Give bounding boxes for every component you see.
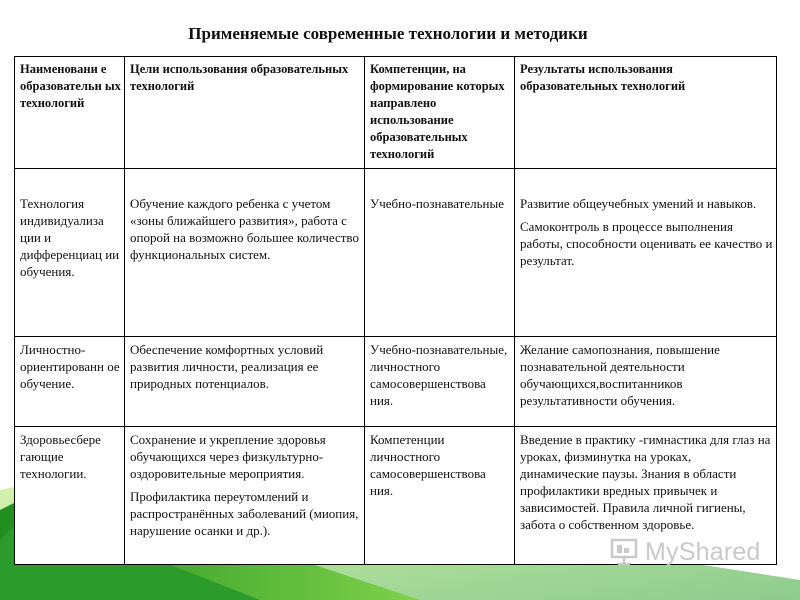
presentation-board-icon xyxy=(609,537,639,567)
goals-cell xyxy=(125,337,365,427)
results-text: Желание самопознания, повышение познавательной деятельности обучающихся,воспитанников результативности обучения. xyxy=(520,342,720,408)
page-title: Применяемые современные технологии и методики xyxy=(188,24,588,43)
goals-text: Обеспечение комфортных условий развития личности, реализация ее природных потенциалов. xyxy=(130,342,324,391)
goals-text: Обучение каждого ребенка с учетом «зоны ближайшего развития», работа с опорой на возможно большее количество функциональных систем. xyxy=(130,196,359,262)
results-text: Самоконтроль в процессе выполнения работы, способности оценивать ее качество и результат. xyxy=(520,219,773,268)
results-text: Развитие общеучебных умений и навыков. xyxy=(520,196,757,211)
competence-cell: Компетенции личностного самосовершенствова ния. xyxy=(365,427,515,565)
technology-name-cell: Технология индивидуализа ции и дифференциац ии обучения. xyxy=(15,169,125,337)
header-cell: Цели использования образовательных технологий xyxy=(125,57,365,169)
technologies-table xyxy=(14,56,777,565)
table-row xyxy=(15,169,777,337)
results-cell xyxy=(515,169,777,337)
header-cell: Компетенции, на формирование которых направлено использование образовательных технологий xyxy=(365,57,515,169)
goals-cell xyxy=(125,169,365,337)
goals-cell xyxy=(125,427,365,565)
results-cell xyxy=(515,337,777,427)
results-text: Введение в практику -гимнастика для глаз на уроках, физминутка на уроках, динамические паузы. Знания в области профилактики вредных привычек и зависимостей. Правила личной гигиены, забота о собственном здоровье. xyxy=(520,432,771,532)
header-cell: Наименовани е образовательн ых технологий xyxy=(15,57,125,169)
competence-cell: Учебно-познавательные xyxy=(365,169,515,337)
header-cell: Результаты использования образовательных технологий xyxy=(515,57,777,169)
table-row xyxy=(15,337,777,427)
technology-name-cell: Здоровьесбере гающие технологии. xyxy=(15,427,125,565)
competence-cell: Учебно-познавательные, личностного самосовершенствова ния. xyxy=(365,337,515,427)
goals-text: Профилактика переутомлений и распространённых заболеваний (миопия, нарушение осанки и др.). xyxy=(130,489,359,538)
watermark xyxy=(609,536,761,568)
goals-text: Сохранение и укрепление здоровья обучающихся через физкультурно-оздоровительные мероприятия. xyxy=(130,432,326,481)
technology-name-cell: Личностно-ориентированн ое обучение. xyxy=(15,337,125,427)
watermark-text: MyShared xyxy=(645,537,761,566)
table-header-row xyxy=(15,57,777,169)
